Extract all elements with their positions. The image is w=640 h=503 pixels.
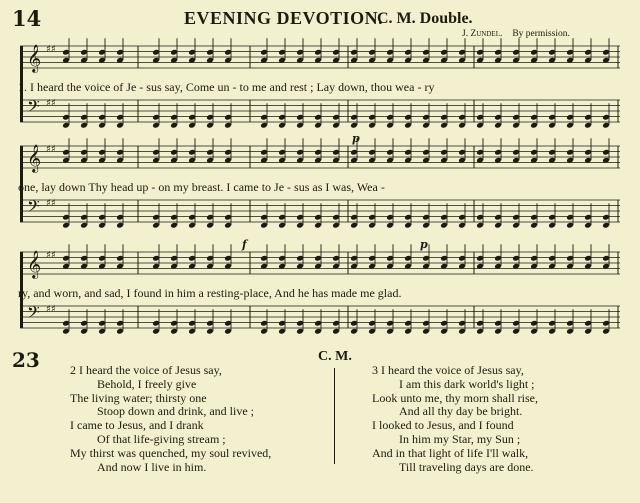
hymn-number: 23 bbox=[12, 348, 40, 372]
lyric-line-1: 1. I heard the voice of Je - sus say, Come un - to me and rest ; Lay down, thou wea - ry bbox=[18, 80, 435, 94]
stanza-line: 2 I heard the voice of Jesus say, bbox=[70, 363, 222, 377]
stanza-line: In him my Star, my Sun ; bbox=[399, 431, 521, 446]
meter-label: C. M. Double. bbox=[377, 10, 473, 27]
stanza-line: The living water; thirsty one bbox=[70, 390, 207, 405]
treble-staff bbox=[20, 138, 620, 173]
dynamic-mark: f bbox=[242, 238, 247, 251]
stanza-line: I looked to Jesus, and I found bbox=[372, 418, 514, 433]
stanza-line: And in that light of life I'll walk, bbox=[372, 445, 529, 460]
stanza-line: And now I live in him. bbox=[97, 459, 207, 474]
composer-credit bbox=[462, 29, 570, 39]
stanza-line: 3 I heard the voice of Jesus say, bbox=[372, 363, 524, 377]
bass-staff bbox=[20, 96, 620, 129]
sharp-icon: ♯♯ bbox=[46, 98, 56, 109]
treble-clef-icon: 𝄞 bbox=[27, 144, 42, 172]
treble-staff bbox=[20, 244, 620, 279]
bass-clef-icon: 𝄢 bbox=[27, 196, 40, 220]
stanza-line: I came to Jesus, and I drank bbox=[70, 418, 204, 433]
stanza-line: My thirst was quenched, my soul revived, bbox=[70, 445, 272, 460]
stanza-line: I am this dark world's light ; bbox=[399, 376, 535, 391]
page-number: 14 bbox=[12, 6, 42, 31]
stanza-line: Stoop down and drink, and live ; bbox=[97, 404, 254, 419]
sharp-icon: ♯♯ bbox=[46, 44, 56, 55]
composer-name: J. Zundel. bbox=[462, 29, 503, 39]
hymn-title: EVENING DEVOTION. bbox=[184, 8, 384, 28]
treble-clef-icon: 𝄞 bbox=[27, 44, 42, 72]
sharp-icon: ♯♯ bbox=[46, 304, 56, 315]
stanza-line: And all thy day be bright. bbox=[399, 404, 523, 419]
dynamic-mark: p bbox=[352, 132, 360, 145]
stanza-line: Look unto me, thy morn shall rise, bbox=[372, 390, 538, 405]
lyric-line-3: ry, and worn, and sad, I found in him a resting-place, And he has made me glad. bbox=[18, 286, 402, 300]
bass-clef-icon: 𝄢 bbox=[27, 96, 40, 120]
music-system-1 bbox=[18, 40, 622, 138]
stanza-2 bbox=[70, 364, 325, 474]
bass-clef-icon: 𝄢 bbox=[27, 302, 40, 326]
stanza-3 bbox=[372, 364, 602, 474]
treble-clef-icon: 𝄞 bbox=[27, 250, 42, 278]
bass-staff bbox=[20, 196, 620, 229]
stanza-line: Till traveling days are done. bbox=[399, 459, 534, 474]
dynamic-mark: p bbox=[420, 238, 428, 251]
stanza-line: Behold, I freely give bbox=[97, 376, 197, 391]
lyric-line-2: one, lay down Thy head up - on my breast. I came to Je - sus as I was, Wea - bbox=[18, 180, 385, 194]
music-system-2 bbox=[18, 132, 622, 238]
hymn-meter: C. M. bbox=[318, 349, 352, 364]
treble-staff bbox=[20, 38, 620, 73]
sharp-icon: ♯♯ bbox=[46, 144, 56, 155]
sharp-icon: ♯♯ bbox=[46, 250, 56, 261]
music-system-3 bbox=[18, 238, 622, 344]
column-divider bbox=[334, 368, 335, 464]
bass-staff bbox=[20, 302, 620, 335]
permission-note: By permission. bbox=[512, 29, 570, 39]
sharp-icon: ♯♯ bbox=[46, 198, 56, 209]
stanza-line: Of that life-giving stream ; bbox=[97, 431, 226, 446]
